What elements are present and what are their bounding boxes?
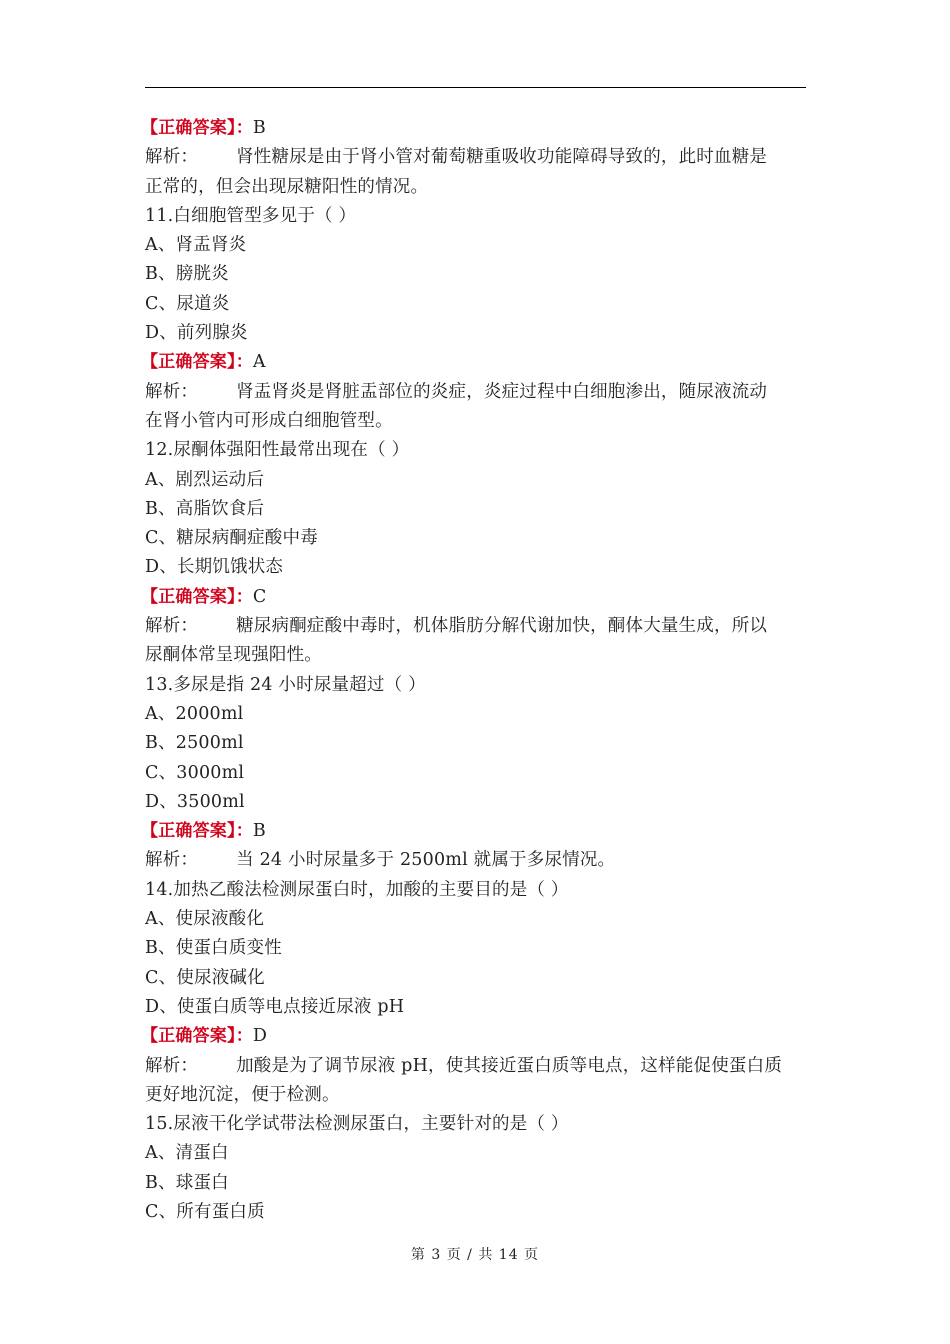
explanation-prefix: 解析： — [145, 616, 199, 637]
correct-answer-value: B — [252, 118, 266, 138]
answer-option: D、3500ml — [145, 791, 245, 812]
correct-answer-label: 【正确答案】： — [141, 1026, 253, 1047]
explanation-line — [145, 378, 810, 407]
explanation-prefix: 解析： — [145, 1055, 199, 1076]
explanation-text: 糖尿病酮症酸中毒时，机体脂肪分解代谢加快，酮体大量生成，所以 — [236, 616, 768, 637]
explanation-line — [145, 173, 810, 202]
answer-option: C、所有蛋白质 — [145, 1201, 265, 1222]
correct-answer — [141, 348, 810, 377]
answer-option: A、剧烈运动后 — [145, 469, 265, 490]
answer-option: B、2500ml — [145, 733, 244, 754]
explanation-text: 加酸是为了调节尿液 pH，使其接近蛋白质等电点，这样能促使蛋白质 — [236, 1055, 783, 1076]
correct-answer-label: 【正确答案】： — [141, 118, 253, 138]
explanation-prefix: 解析： — [145, 147, 199, 168]
correct-answer-value: A — [252, 352, 266, 373]
explanation-line — [145, 641, 810, 670]
question-text: 15.尿液干化学试带法检测尿蛋白，主要针对的是（ ） — [145, 1114, 569, 1135]
correct-answer-value: D — [252, 1026, 268, 1047]
answer-option: A、肾盂肾炎 — [145, 235, 247, 256]
answer-option: C、糖尿病酮症酸中毒 — [145, 528, 318, 549]
answer-option: A、清蛋白 — [145, 1143, 229, 1164]
explanation-line — [145, 407, 810, 436]
explanation-line — [145, 1081, 810, 1110]
answer-option: C、尿道炎 — [145, 293, 230, 314]
page-footer: 第 3 页 / 共 14 页 — [410, 1247, 540, 1263]
header-rule — [145, 87, 806, 88]
correct-answer-value: C — [252, 586, 267, 607]
explanation-text: 肾性糖尿是由于肾小管对葡萄糖重吸收功能障碍导致的，此时血糖是 — [236, 147, 768, 168]
answer-option: A、2000ml — [145, 703, 244, 724]
question-text: 13.多尿是指 24 小时尿量超过（ ） — [145, 674, 426, 695]
correct-answer-label: 【正确答案】： — [141, 352, 253, 373]
question-text: 11.白细胞管型多见于（ ） — [145, 205, 357, 226]
correct-answer-label: 【正确答案】： — [141, 821, 253, 842]
explanation-prefix: 解析： — [145, 381, 199, 402]
answer-option: C、3000ml — [145, 762, 245, 783]
correct-answer-value: B — [252, 821, 266, 842]
correct-answer — [141, 1022, 810, 1051]
explanation-prefix: 解析： — [145, 850, 199, 871]
answer-option: D、使蛋白质等电点接近尿液 pH — [145, 996, 405, 1017]
correct-answer — [141, 817, 810, 846]
correct-answer — [141, 114, 810, 143]
explanation-line — [145, 612, 810, 641]
answer-option: B、膀胱炎 — [145, 264, 229, 285]
explanation-text: 当 24 小时尿量多于 2500ml 就属于多尿情况。 — [236, 850, 616, 871]
correct-answer — [141, 583, 810, 612]
answer-option: C、使尿液碱化 — [145, 967, 265, 988]
answer-option: B、球蛋白 — [145, 1172, 229, 1193]
page-content — [141, 114, 810, 1227]
correct-answer-label: 【正确答案】： — [141, 586, 253, 607]
explanation-text: 肾盂肾炎是肾脏盂部位的炎症，炎症过程中白细胞渗出，随尿液流动 — [236, 381, 768, 402]
explanation-text: 正常的，但会出现尿糖阳性的情况。 — [145, 176, 429, 197]
question-text: 14.加热乙酸法检测尿蛋白时，加酸的主要目的是（ ） — [145, 879, 569, 900]
answer-option: B、高脂饮食后 — [145, 498, 265, 519]
explanation-text: 更好地沉淀，便于检测。 — [145, 1084, 340, 1105]
explanation-line — [145, 1052, 810, 1081]
answer-option: D、长期饥饿状态 — [145, 557, 284, 578]
explanation-line — [145, 143, 810, 172]
answer-option: A、使尿液酸化 — [145, 909, 265, 930]
explanation-line — [145, 846, 810, 875]
answer-option: B、使蛋白质变性 — [145, 938, 282, 959]
answer-option: D、前列腺炎 — [145, 323, 248, 344]
question-text: 12.尿酮体强阳性最常出现在（ ） — [145, 440, 410, 461]
explanation-text: 尿酮体常呈现强阳性。 — [145, 645, 322, 666]
explanation-text: 在肾小管内可形成白细胞管型。 — [145, 410, 393, 431]
